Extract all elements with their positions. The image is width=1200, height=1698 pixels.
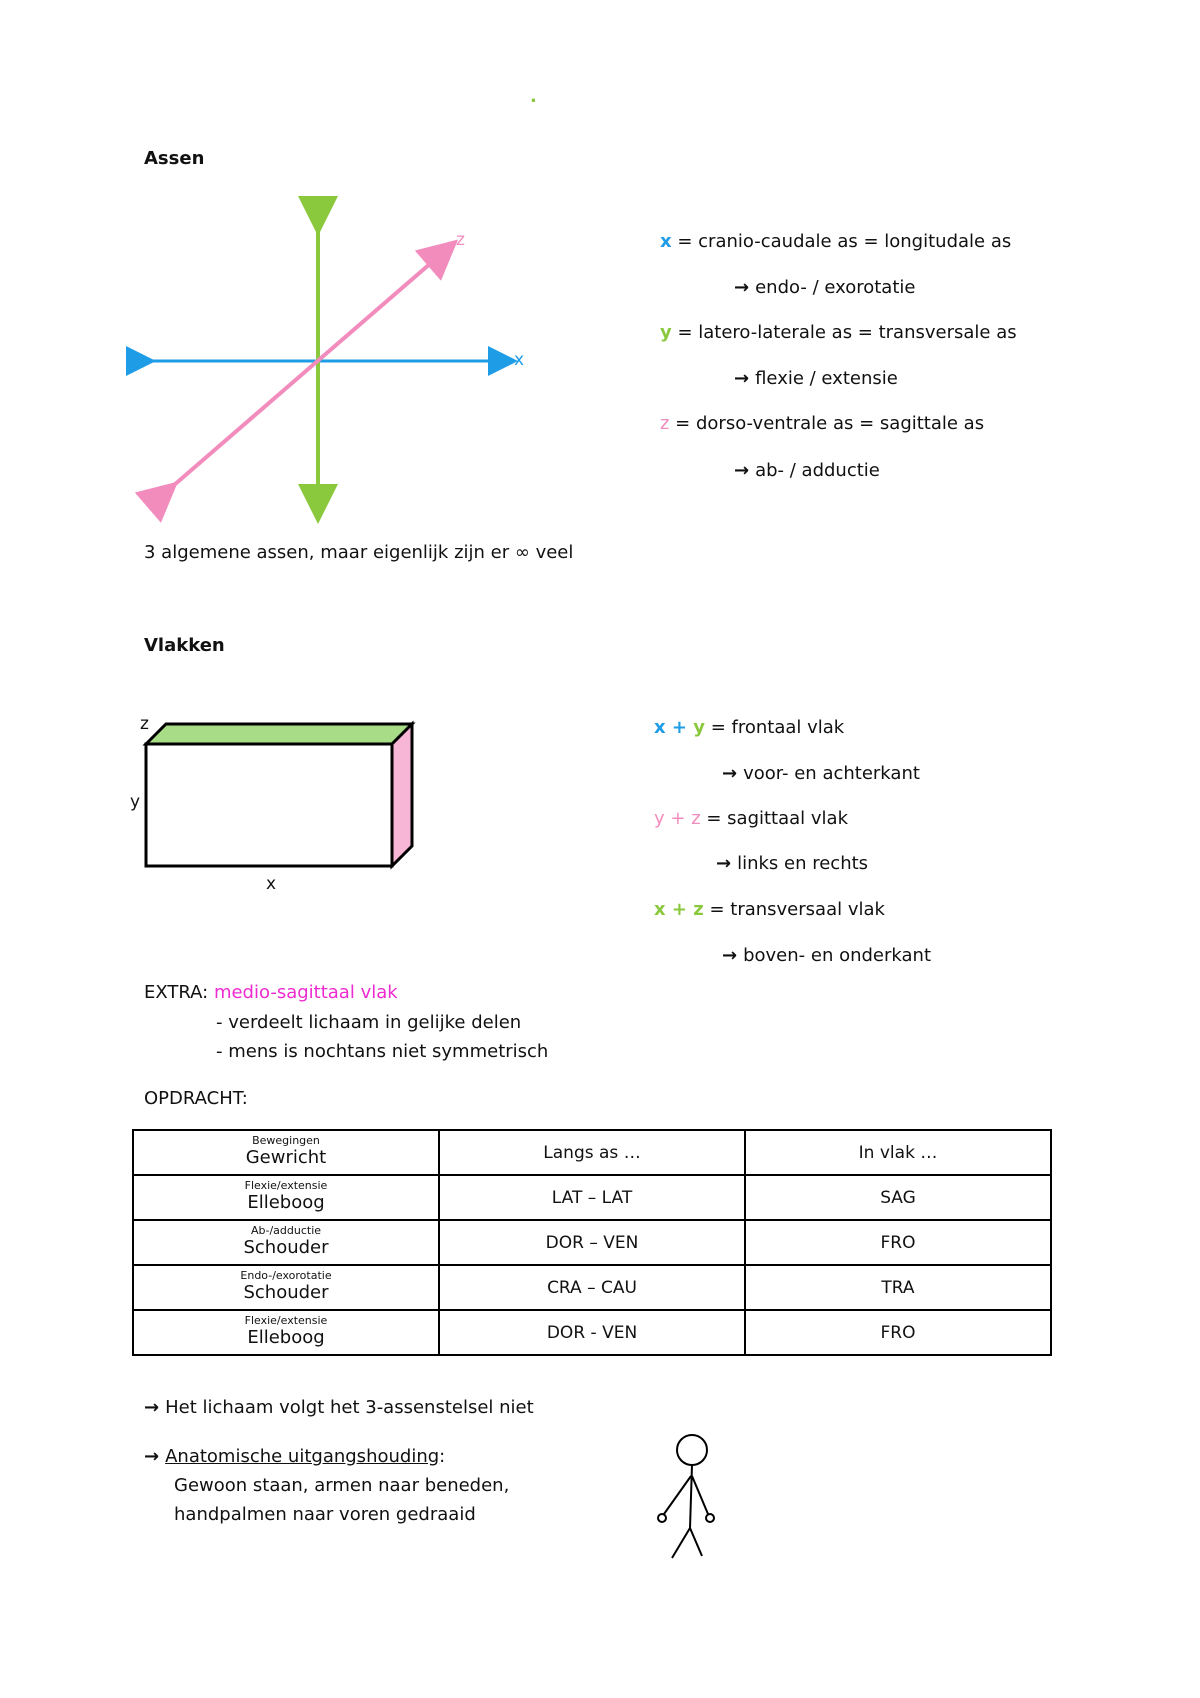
z-axis-line — [166, 250, 446, 492]
stick-arm-right — [692, 1476, 708, 1514]
stick-body — [690, 1465, 692, 1528]
stick-hand-right — [706, 1514, 714, 1522]
box-side-face — [392, 724, 412, 866]
plane-result-transversaal: → boven- en onderkant — [722, 945, 932, 966]
axis-def-x: x = cranio-caudale as = longitudale as — [660, 231, 1012, 252]
table-header-row — [133, 1130, 1051, 1175]
header-cell-as: Langs as … — [439, 1130, 745, 1175]
opdracht-label: OPDRACHT: — [144, 1088, 248, 1109]
as-cell: CRA – CAU — [439, 1265, 745, 1310]
stick-head — [677, 1435, 707, 1465]
stick-figure-drawing — [650, 1432, 730, 1562]
extra-line: EXTRA: medio-sagittaal vlak — [144, 982, 398, 1003]
axis-label-z: z — [456, 230, 465, 250]
as-cell: LAT – LAT — [439, 1175, 745, 1220]
axes-note: 3 algemene assen, maar eigenlijk zijn er ∞ veel — [144, 542, 574, 563]
box-label-x: x — [266, 874, 277, 894]
vlak-cell: TRA — [745, 1265, 1051, 1310]
as-cell: DOR - VEN — [439, 1310, 745, 1355]
section-heading-vlakken: Vlakken — [144, 635, 225, 656]
axis-result-y: → flexie / extensie — [734, 368, 898, 389]
plane-def-sagittaal: y + z = sagittaal vlak — [654, 808, 849, 829]
header-cell-gewricht: Bewegingen Gewricht — [133, 1130, 439, 1175]
table-row — [133, 1175, 1051, 1220]
joint-cell: Flexie/extensie Elleboog — [133, 1310, 439, 1355]
plane-result-sagittaal: → links en rechts — [716, 853, 869, 874]
axis-label-x: x — [514, 350, 525, 370]
box-front-face — [146, 744, 392, 866]
box-top-face — [146, 724, 412, 744]
axes-diagram — [120, 190, 540, 530]
axis-result-z: → ab- / adductie — [734, 460, 880, 481]
footer-line-2: → Anatomische uitgangshouding: — [144, 1446, 446, 1467]
table-row — [133, 1310, 1051, 1355]
axis-result-x: → endo- / exorotatie — [734, 277, 916, 298]
joint-cell: Ab-/adductie Schouder — [133, 1220, 439, 1265]
axis-def-z: z = dorso-ventrale as = sagittale as — [660, 413, 985, 434]
joint-cell: Endo-/exorotatie Schouder — [133, 1265, 439, 1310]
extra-bullet-2: - mens is nochtans niet symmetrisch — [216, 1041, 549, 1062]
table-row — [133, 1220, 1051, 1265]
extra-bullet-1: - verdeelt lichaam in gelijke delen — [216, 1012, 522, 1033]
vlak-cell: FRO — [745, 1220, 1051, 1265]
stick-leg-right — [690, 1528, 702, 1556]
vlak-cell: SAG — [745, 1175, 1051, 1220]
stick-arm-left — [664, 1476, 691, 1514]
vlak-cell: FRO — [745, 1310, 1051, 1355]
footer-line-1: → Het lichaam volgt het 3-assenstelsel niet — [144, 1397, 534, 1418]
stick-hand-left — [658, 1514, 666, 1522]
plane-result-frontaal: → voor- en achterkant — [722, 763, 920, 784]
table-row — [133, 1265, 1051, 1310]
box-label-z: z — [140, 714, 149, 734]
footer-line-4: handpalmen naar voren gedraaid — [174, 1504, 476, 1525]
axis-label-y: y — [314, 194, 325, 214]
footer-line-3: Gewoon staan, armen naar beneden, — [174, 1475, 510, 1496]
joint-cell: Flexie/extensie Elleboog — [133, 1175, 439, 1220]
plane-def-frontaal: x + y = frontaal vlak — [654, 717, 845, 738]
plane-box-diagram — [130, 710, 430, 880]
plane-def-transversaal: x + z = transversaal vlak — [654, 899, 885, 920]
header-cell-vlak: In vlak … — [745, 1130, 1051, 1175]
section-heading-assen: Assen — [144, 148, 205, 169]
opdracht-table — [132, 1129, 1052, 1356]
stick-leg-left — [672, 1528, 690, 1558]
axis-def-y: y = latero-laterale as = transversale as — [660, 322, 1017, 343]
as-cell: DOR – VEN — [439, 1220, 745, 1265]
box-label-y: y — [130, 792, 141, 812]
header-dot: . — [530, 86, 537, 107]
